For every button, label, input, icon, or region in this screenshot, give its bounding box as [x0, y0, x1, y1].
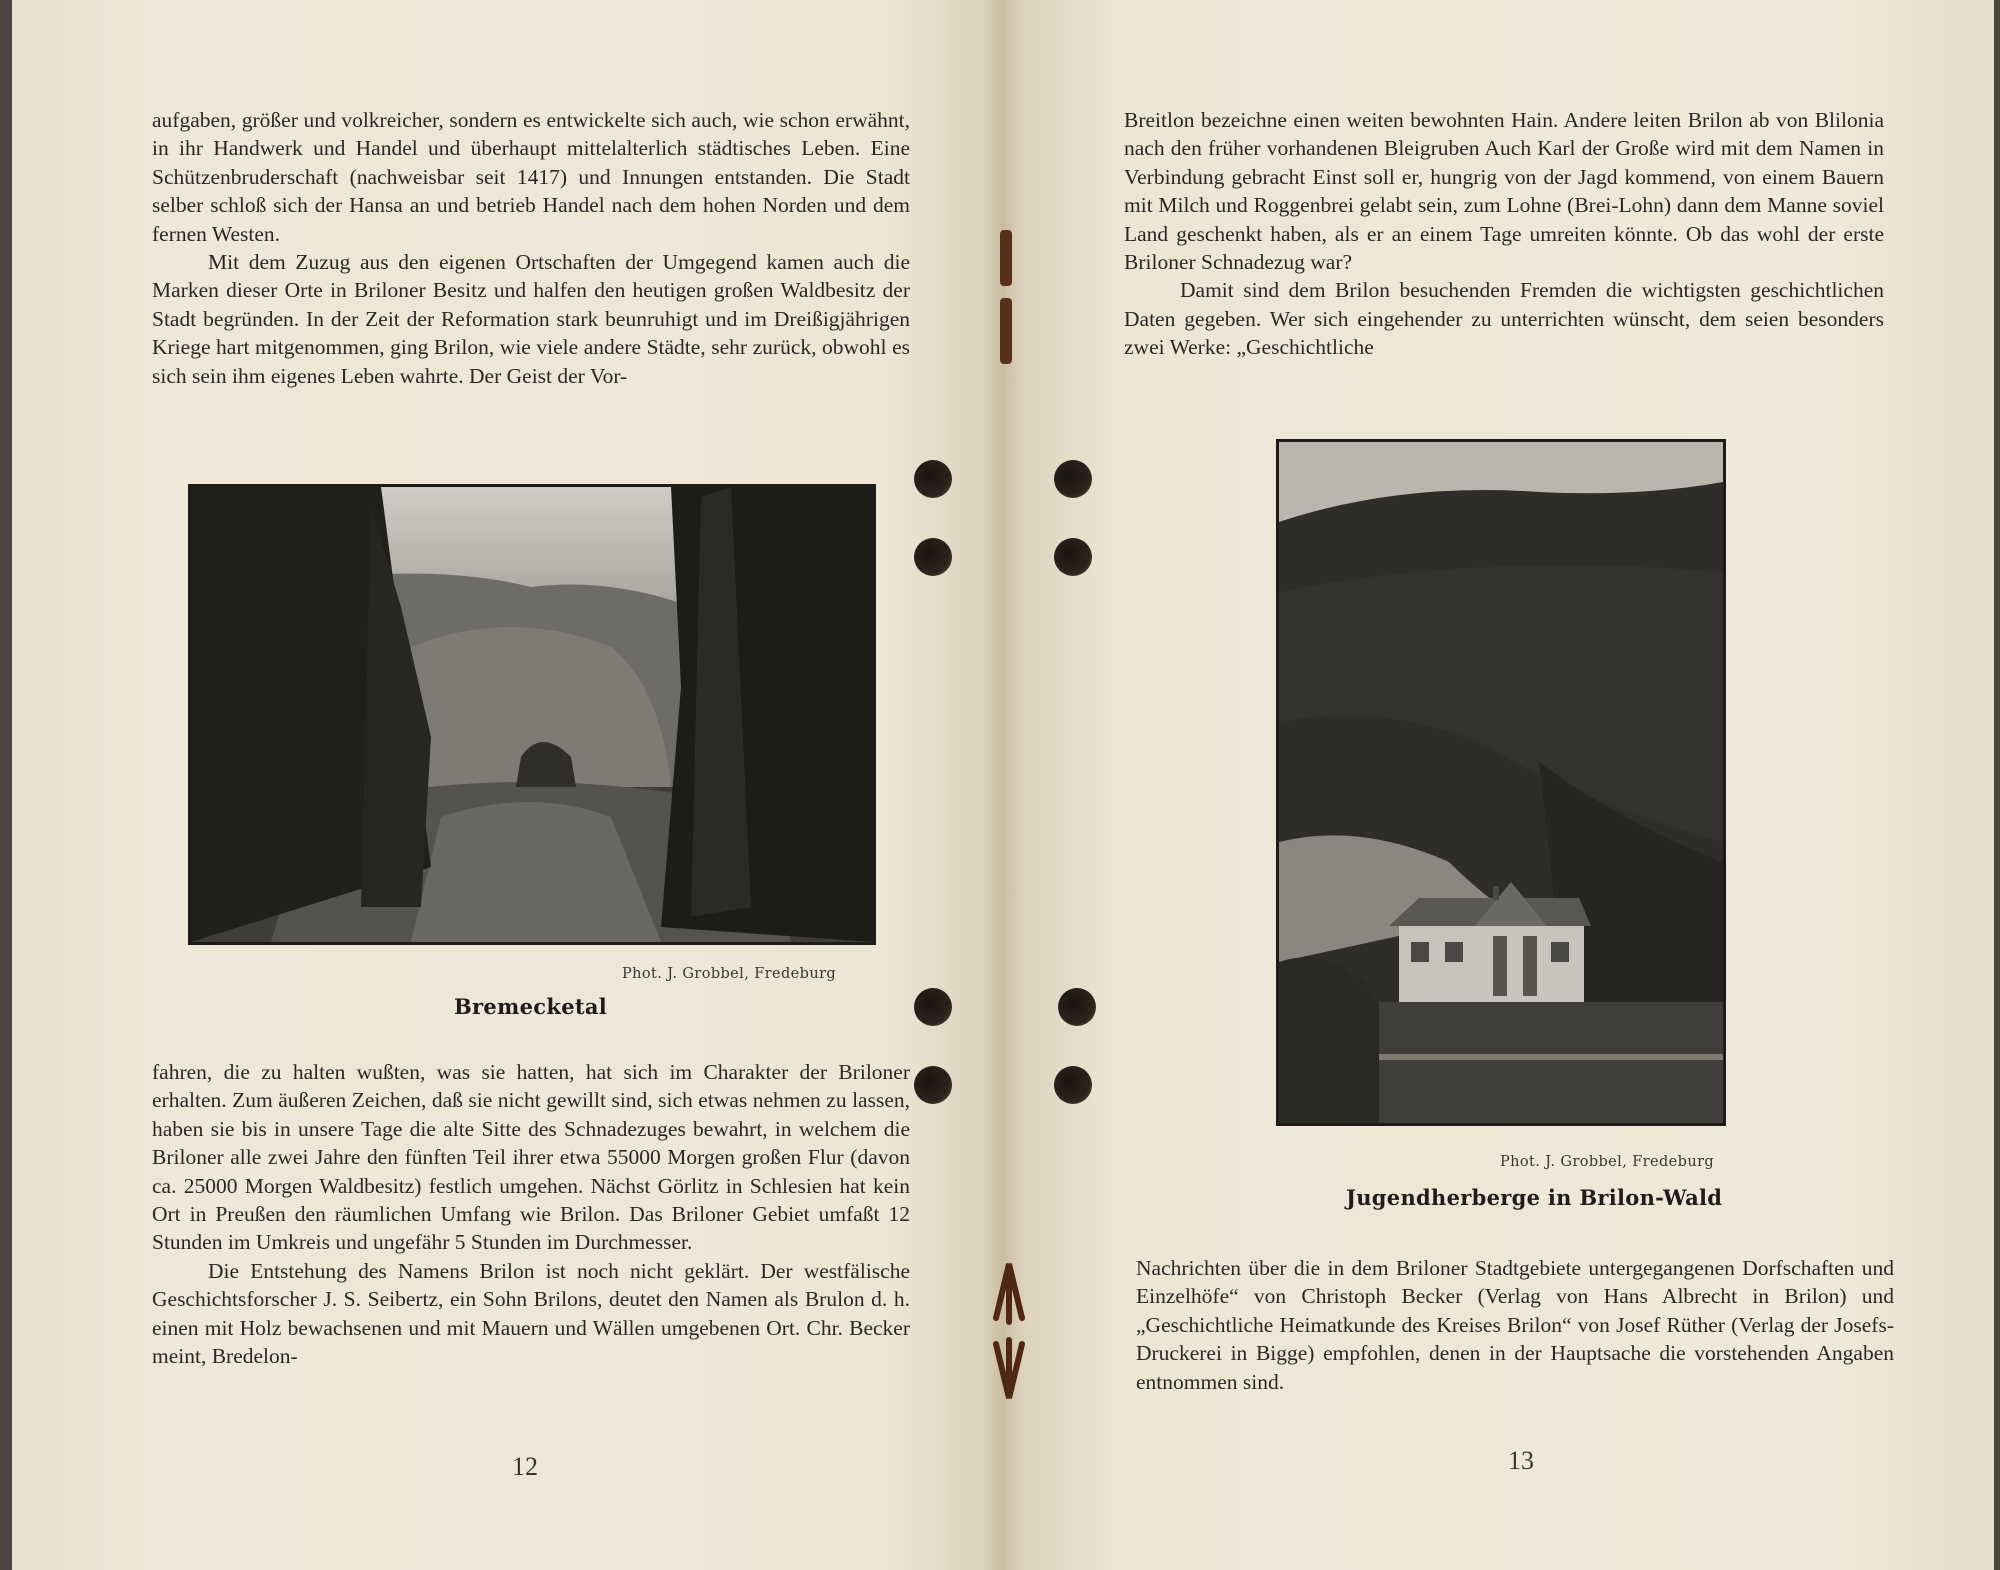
left-paragraph-1: aufgaben, größer und volkreicher, sondern es entwickelte sich auch, wie schon erwähnt, in ihr Handwerk und Handel und überhaupt mittelalterlich städtisches Leben. Eine Schützenbruderschaft (nachweisbar seit 1417) und Innungen entstanden. Die Stadt selber schloß sich der Hansa an und betrieb Handel nach dem hohen Norden und dem fernen Westen. [152, 108, 910, 246]
punch-hole [914, 538, 952, 576]
left-paragraph-3: fahren, die zu halten wußten, was sie hatten, hat sich im Charakter der Briloner erhalten. Zum äußeren Zeichen, daß sie nicht gewillt sind, sich etwas nehmen zu lassen, haben sie bis in unsere Tage die alte Sitte des Schnadezuges bewahrt, in welchem die Briloner alle zwei Jahre den fünften Teil ihrer etwa 55000 Morgen großen Flur (davon ca. 25000 Morgen Waldbesitz) festlich umgehen. Nächst Görlitz in Schlesien hat kein Ort in Preußen den räumlichen Umfang wie Brilon. Das Briloner Gebiet umfaßt 12 Stunden im Umkreis und ungefähr 5 Stunden im Durchmesser. [152, 1060, 910, 1255]
right-paragraph-3: Nachrichten über die in dem Briloner Stadtgebiete untergegangenen Dorfschaften und Einzelhöfe“ von Christoph Becker (Verlag von Hans Albrecht in Brilon) und „Geschichtliche Heimatkunde des Kreises Brilon“ von Josef Rüther (Verlag der Josefs-Druckerei in Bigge) empfohlen, denen in der Hauptsache die vorstehenden Angaben entnommen sind. [1136, 1256, 1894, 1394]
right-top-text [1124, 106, 1884, 362]
forest-valley-image [191, 487, 873, 942]
photo-jugendherberge [1276, 439, 1726, 1126]
right-page [1012, 0, 2000, 1570]
photo-bremecketal [188, 484, 876, 945]
left-paragraph-2: Mit dem Zuzug aus den eigenen Ortschaften der Umgegend kamen auch die Marken dieser Orte in Briloner Besitz und halfen den heutigen großen Waldbesitz der Stadt begründen. In der Zeit der Reformation stark beunruhigt und im Dreißigjährigen Kriege hart mitgenommen, ging Brilon, wie viele andere Städte, sehr zurück, obwohl es sich sein ihm eigenes Leben wahrte. Der Geist der Vor- [152, 250, 910, 388]
binding-stitch [1000, 298, 1012, 364]
left-bottom-text [152, 1058, 910, 1370]
left-page [24, 0, 1012, 1570]
youth-hostel-image [1279, 442, 1723, 1123]
left-paragraph-4: Die Entstehung des Namens Brilon ist noch nicht geklärt. Der westfälische Geschichtsforscher J. S. Seibertz, ein Sohn Brilons, deutet den Namen als Brulon d. h. einen mit Holz bewachsenen und mit Mauern und Wällen umgebenen Ort. Chr. Becker meint, Bredelon- [152, 1258, 910, 1369]
right-photo-credit: Phot. J. Grobbel, Fredeburg [1500, 1154, 1715, 1170]
punch-hole [914, 1066, 952, 1104]
right-paragraph-2: Damit sind dem Brilon besuchenden Fremden die wichtigsten geschichtlichen Daten gegeben. Wer sich eingehender zu unterrichten wünscht, dem seien besonders zwei Werke: „Geschichtliche [1124, 278, 1884, 360]
right-page-number: 13 [1508, 1446, 1534, 1475]
binding-stitch [1000, 230, 1012, 286]
left-page-number: 12 [512, 1452, 538, 1481]
punch-hole [914, 988, 952, 1026]
left-photo-credit: Phot. J. Grobbel, Fredeburg [622, 966, 837, 982]
book-spread [12, 0, 1994, 1570]
right-paragraph-1: Breitlon bezeichne einen weiten bewohnten Hain. Andere leiten Brilon ab von Blilonia nach den früher vorhandenen Bleigruben Auch Karl der Große wird mit dem Namen in Verbindung gebracht Einst soll er, hungrig von der Jagd kommend, von einem Bauern mit Milch und Roggenbrei gelabt sein, zum Lohne (Brei-Lohn) dann dem Manne soviel Land geschenkt haben, als er an einem Tage umreiten könnte. Ob das wohl der erste Briloner Schnadezug war? [1124, 108, 1884, 275]
left-top-text [152, 106, 910, 390]
right-photo-caption: Jugendherberge in Brilon-Wald [1346, 1185, 1723, 1210]
punch-hole [914, 460, 952, 498]
right-bottom-text [1136, 1254, 1894, 1396]
left-photo-caption: Bremecketal [454, 994, 608, 1019]
